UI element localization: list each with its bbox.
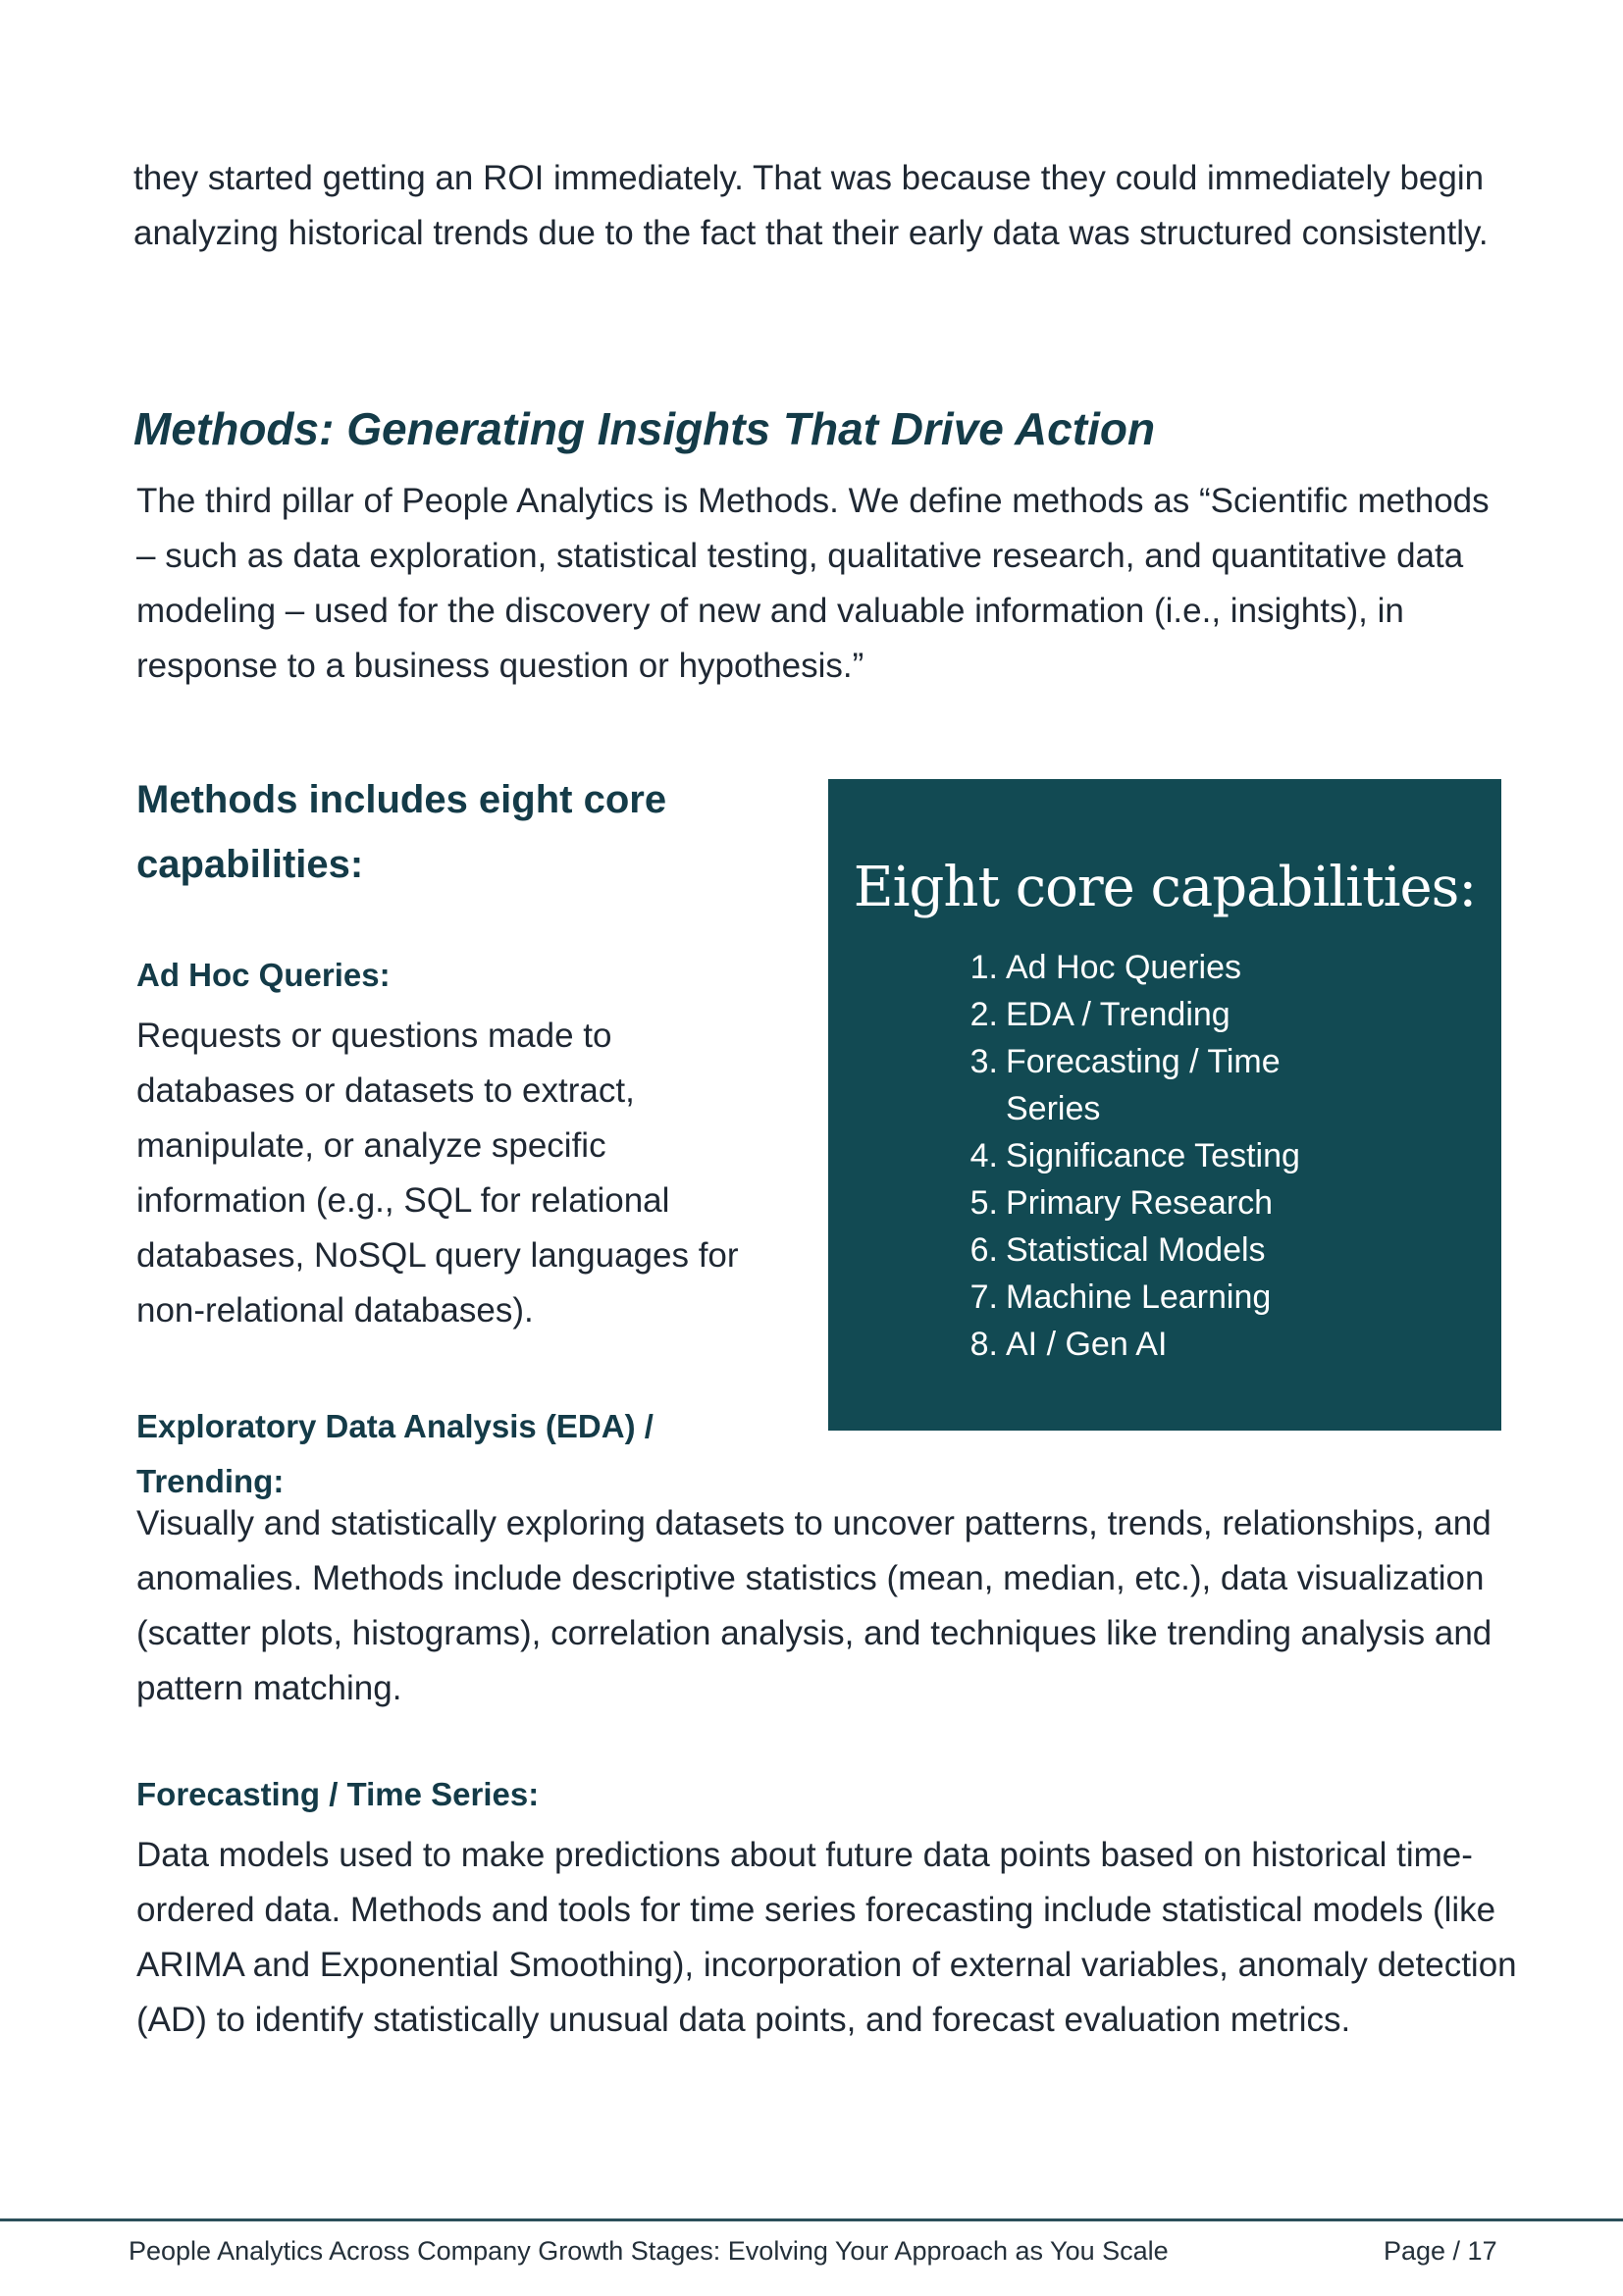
item-number: 5. [969,1184,998,1222]
eda-text: Visually and statistically exploring datasets to uncover patterns, trends, relationships, and anomalies. Methods include descriptive statistics (mean, median, etc.), data visualization (scatter plots, histograms), correlation analysis, and techniques like trending analysis and pattern matching. [136,1504,1492,1707]
capability-item [956,991,1417,1038]
item-label: Ad Hoc Queries [1006,949,1241,986]
eda-title: Exploratory Data Analysis (EDA) / Trending: [136,1408,654,1499]
capabilities-callout-box [828,779,1501,1431]
capability-item [956,1226,1417,1274]
adhoc-queries-text: Requests or questions made to databases or datasets to extract, manipulate, or analyze specific information (e.g., SQL for relational databases, NoSQL query languages for non-relational databases). [136,1017,739,1330]
capability-item [956,1274,1417,1321]
item-label: Primary Research [1006,1184,1274,1222]
item-number: 1. [969,949,998,986]
item-label: AI / Gen AI [1006,1326,1168,1363]
item-label: Machine Learning [1006,1278,1272,1316]
forecasting-title: Forecasting / Time Series: [136,1776,540,1812]
footer-page-number: Page / 17 [1384,2236,1497,2266]
capability-item [956,944,1417,991]
capabilities-heading: Methods includes eight core capabilities: [136,778,667,886]
capabilities-list [956,944,1417,1368]
forecasting-text: Data models used to make predictions about future data points based on historical time-ordered data. Methods and tools for time series forecasting include statistical models (like ARIMA and Exponential Smoothing), incorporation of external variables, anomaly detection (AD) to identify statistically unusual data points, and forecast evaluation metrics. [136,1836,1517,2039]
adhoc-queries-title: Ad Hoc Queries: [136,957,391,993]
item-number: 2. [969,996,998,1033]
item-number: 4. [969,1137,998,1174]
footer-document-title: People Analytics Across Company Growth Stages: Evolving Your Approach as You Scale [129,2236,1169,2266]
item-label: Statistical Models [1006,1231,1266,1269]
section-heading: Methods: Generating Insights That Drive Action [133,403,1156,454]
capability-item [956,1038,1329,1132]
item-number: 3. [969,1043,998,1080]
callout-title: Eight core capabilities: [853,856,1477,919]
footer-divider [0,2218,1623,2221]
methods-definition-paragraph: The third pillar of People Analytics is Methods. We define methods as “Scientific methods – such as data exploration, statistical testing, qualitative research, and quantitative data modeling – used for the discovery of new and valuable information (i.e., insights), in response to a business question or hypothesis.” [136,482,1490,685]
capability-item [956,1179,1417,1226]
capability-item [956,1132,1417,1179]
item-number: 7. [969,1278,998,1316]
intro-paragraph: they started getting an ROI immediately. That was because they could immediately begin analyzing historical trends due to the fact that their early data was structured consistently. [133,159,1489,252]
item-label: Forecasting / Time Series [1006,1043,1281,1127]
item-number: 8. [969,1326,998,1363]
item-number: 6. [969,1231,998,1269]
item-label: Significance Testing [1006,1137,1300,1174]
capability-item [956,1321,1417,1368]
item-label: EDA / Trending [1006,996,1230,1033]
